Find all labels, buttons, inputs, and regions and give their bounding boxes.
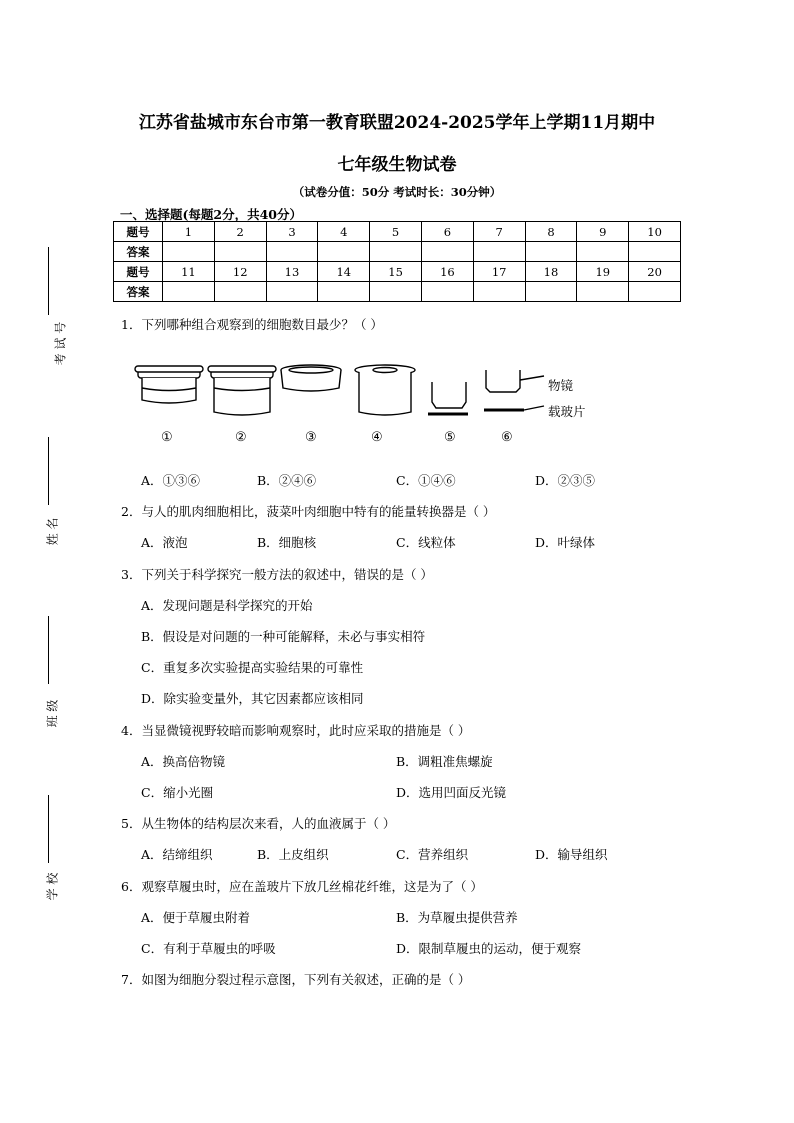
q5-option-c[interactable]: C．营养组织 bbox=[396, 847, 469, 862]
row-label-number: 题号 bbox=[114, 222, 163, 242]
answer-cell[interactable] bbox=[421, 282, 473, 302]
figure-label-2: ② bbox=[235, 430, 247, 445]
cell-number: 4 bbox=[318, 222, 370, 242]
cell-number: 1 bbox=[163, 222, 215, 242]
answer-cell[interactable] bbox=[577, 242, 629, 262]
cell-number: 14 bbox=[318, 262, 370, 282]
cell-number: 20 bbox=[629, 262, 681, 282]
margin-label-name: 姓 名 bbox=[45, 517, 60, 546]
exam-title-line1: 江苏省盐城市东台市第一教育联盟2024-2025学年上学期11月期中 bbox=[138, 113, 656, 133]
cell-number: 18 bbox=[525, 262, 577, 282]
exam-subtitle: （试卷分值：50分 考试时长：30分钟） bbox=[292, 185, 502, 199]
answer-table-number-row bbox=[114, 262, 681, 282]
answer-cell[interactable] bbox=[266, 282, 318, 302]
question-7-stem: 7．如图为细胞分裂过程示意图，下列有关叙述，正确的是（ ） bbox=[121, 972, 471, 987]
objective-slide-6-icon bbox=[484, 370, 544, 410]
answer-cell[interactable] bbox=[525, 242, 577, 262]
answer-table-answer-row bbox=[114, 282, 681, 302]
cell-number: 7 bbox=[473, 222, 525, 242]
q3-option-a[interactable]: A．发现问题是科学探究的开始 bbox=[141, 598, 313, 613]
row-label-answer: 答案 bbox=[114, 282, 163, 302]
answer-cell[interactable] bbox=[214, 282, 266, 302]
figure-label-3: ③ bbox=[305, 430, 317, 445]
microscope-lens-figure bbox=[130, 362, 610, 422]
q1-option-a[interactable]: A．①③⑥ bbox=[141, 473, 201, 488]
q6-option-a[interactable]: A．便于草履虫附着 bbox=[141, 910, 251, 925]
margin-label-school: 学 校 bbox=[45, 872, 60, 901]
answer-table bbox=[113, 221, 681, 302]
figure-label-6: ⑥ bbox=[501, 430, 513, 445]
answer-cell[interactable] bbox=[629, 242, 681, 262]
row-label-number: 题号 bbox=[114, 262, 163, 282]
answer-cell[interactable] bbox=[163, 282, 215, 302]
q3-option-c[interactable]: C．重复多次实验提高实验结果的可靠性 bbox=[141, 660, 364, 675]
cell-number: 11 bbox=[163, 262, 215, 282]
question-6-stem: 6．观察草履虫时，应在盖玻片下放几丝棉花纤维，这是为了（ ） bbox=[121, 879, 483, 894]
cell-number: 19 bbox=[577, 262, 629, 282]
cell-number: 6 bbox=[421, 222, 473, 242]
answer-cell[interactable] bbox=[525, 282, 577, 302]
margin-line-school bbox=[48, 795, 49, 863]
q3-option-d[interactable]: D．除实验变量外，其它因素都应该相同 bbox=[141, 691, 364, 706]
q6-option-c[interactable]: C．有利于草履虫的呼吸 bbox=[141, 941, 276, 956]
eyepiece-2-icon bbox=[208, 366, 276, 415]
answer-cell[interactable] bbox=[318, 282, 370, 302]
answer-cell[interactable] bbox=[214, 242, 266, 262]
cell-number: 8 bbox=[525, 222, 577, 242]
q2-option-b[interactable]: B．细胞核 bbox=[257, 535, 317, 550]
margin-line-exam-number bbox=[48, 247, 49, 315]
answer-cell[interactable] bbox=[266, 242, 318, 262]
q1-option-b[interactable]: B．②④⑥ bbox=[257, 473, 317, 488]
margin-line-name bbox=[48, 437, 49, 505]
question-3-stem: 3．下列关于科学探究一般方法的叙述中，错误的是（ ） bbox=[121, 567, 433, 582]
cell-number: 17 bbox=[473, 262, 525, 282]
cell-number: 15 bbox=[370, 262, 422, 282]
q2-option-c[interactable]: C．线粒体 bbox=[396, 535, 456, 550]
figure-label-4: ④ bbox=[371, 430, 383, 445]
q4-option-c[interactable]: C．缩小光圈 bbox=[141, 785, 214, 800]
row-label-answer: 答案 bbox=[114, 242, 163, 262]
answer-table-answer-row bbox=[114, 242, 681, 262]
section-heading: 一、选择题(每题2分，共40分） bbox=[120, 207, 303, 222]
answer-cell[interactable] bbox=[629, 282, 681, 302]
answer-cell[interactable] bbox=[577, 282, 629, 302]
margin-line-class bbox=[48, 616, 49, 684]
eyepiece-1-icon bbox=[135, 366, 203, 403]
margin-label-class: 班 级 bbox=[45, 699, 60, 728]
q5-option-d[interactable]: D．输导组织 bbox=[535, 847, 608, 862]
answer-table-number-row bbox=[114, 222, 681, 242]
question-5-stem: 5．从生物体的结构层次来看，人的血液属于（ ） bbox=[121, 816, 396, 831]
question-4-stem: 4．当显微镜视野较暗而影响观察时，此时应采取的措施是（ ） bbox=[121, 723, 471, 738]
question-1-stem: 1．下列哪种组合观察到的细胞数目最少？（ ） bbox=[121, 317, 383, 332]
figure-label-1: ① bbox=[161, 430, 173, 445]
q4-option-a[interactable]: A．换高倍物镜 bbox=[141, 754, 226, 769]
q1-option-c[interactable]: C．①④⑥ bbox=[396, 473, 456, 488]
objective-slide-5-icon bbox=[428, 382, 468, 414]
label-objective: 物镜 bbox=[548, 378, 574, 393]
eyepiece-4-icon bbox=[355, 365, 415, 415]
q4-option-b[interactable]: B．调粗准焦螺旋 bbox=[396, 754, 493, 769]
exam-title-line2: 七年级生物试卷 bbox=[337, 155, 457, 175]
cell-number: 2 bbox=[214, 222, 266, 242]
margin-label-exam-number: 考 试 号 bbox=[53, 321, 68, 366]
cell-number: 9 bbox=[577, 222, 629, 242]
cell-number: 12 bbox=[214, 262, 266, 282]
q3-option-b[interactable]: B．假设是对问题的一种可能解释，未必与事实相符 bbox=[141, 629, 426, 644]
q6-option-d[interactable]: D．限制草履虫的运动，便于观察 bbox=[396, 941, 582, 956]
cell-number: 5 bbox=[370, 222, 422, 242]
eyepiece-3-icon bbox=[281, 365, 341, 391]
answer-cell[interactable] bbox=[473, 282, 525, 302]
q2-option-d[interactable]: D．叶绿体 bbox=[535, 535, 596, 550]
label-slide: 载玻片 bbox=[548, 404, 586, 419]
q6-option-b[interactable]: B．为草履虫提供营养 bbox=[396, 910, 518, 925]
answer-cell[interactable] bbox=[163, 242, 215, 262]
answer-cell[interactable] bbox=[318, 242, 370, 262]
answer-cell[interactable] bbox=[370, 242, 422, 262]
q4-option-d[interactable]: D．选用凹面反光镜 bbox=[396, 785, 507, 800]
cell-number: 3 bbox=[266, 222, 318, 242]
q2-option-a[interactable]: A．液泡 bbox=[141, 535, 188, 550]
q1-option-d[interactable]: D．②③⑤ bbox=[535, 473, 596, 488]
cell-number: 16 bbox=[421, 262, 473, 282]
answer-cell[interactable] bbox=[370, 282, 422, 302]
figure-label-5: ⑤ bbox=[444, 430, 456, 445]
q5-option-b[interactable]: B．上皮组织 bbox=[257, 847, 329, 862]
answer-cell[interactable] bbox=[421, 242, 473, 262]
cell-number: 13 bbox=[266, 262, 318, 282]
answer-cell[interactable] bbox=[473, 242, 525, 262]
cell-number: 10 bbox=[629, 222, 681, 242]
q5-option-a[interactable]: A．结缔组织 bbox=[141, 847, 213, 862]
question-2-stem: 2．与人的肌肉细胞相比，菠菜叶肉细胞中特有的能量转换器是（ ） bbox=[121, 504, 496, 519]
